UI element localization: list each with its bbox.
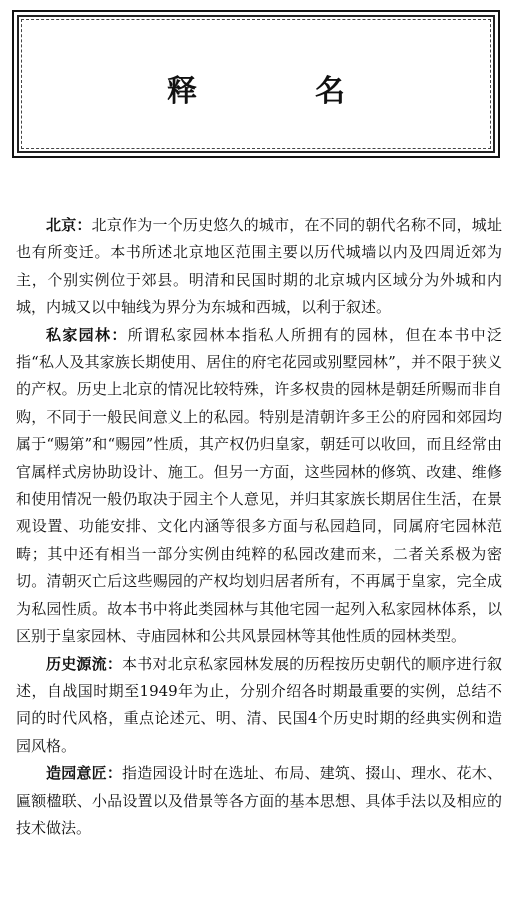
entry-term: 历史源流： [46, 654, 123, 673]
entry-text: 所谓私家园林本指私人所拥有的园林，但在本书中泛指“私人及其家族长期使用、居住的府宅花园或别墅园林”，并不限于狭义的产权。历史上北京的情况比较特殊，许多权贵的园林是朝廷所赐而非自购，不同于一般民间意义上的私园。特别是清朝许多王公的府园和郊园均属于“赐第”和“赐园”性质，其产权仍归皇家，朝廷可以收回，而且经常由官属样式房协助设计、施工。但另一方面，这些园林的修筑、改建、维修和使用情况一般仍取决于园主个人意见，并归其家族长期居住生活，在景观设置、功能安排、文化内涵等很多方面与私园趋同，同属府宅园林范畴；其中还有相当一部分实例由纯粹的私园改建而来，二者关系极为密切。清朝灭亡后这些赐园的产权均划归居者所有，不再属于皇家，完全成为私园性质。故本书中将此类园林与其他宅园一起列入私家园林体系，以区别于皇家园林、寺庙园林和公共风景园林等其他性质的园林类型。 [16, 325, 502, 646]
body-text [16, 212, 502, 842]
entry-paragraph [16, 322, 502, 651]
entry-text: 指造园设计时在选址、布局、建筑、掇山、理水、花木、匾额楹联、小品设置以及借景等各方面的基本思想、具体手法以及相应的技术做法。 [16, 764, 502, 837]
entry-text: 北京作为一个历史悠久的城市，在不同的朝代名称不同，城址也有所变迁。本书所述北京地区范围主要以历代城墙以内及四周近郊为主，个别实例位于郊县。明清和民国时期的北京城内区域分为外城和内城，内城又以中轴线为界分为东城和西城，以利于叙述。 [16, 216, 502, 317]
entry-term: 造园意匠： [46, 764, 123, 783]
page-title: 释 名 [167, 74, 389, 109]
entry-paragraph [16, 651, 502, 761]
entry-paragraph [16, 760, 502, 842]
entry-term: 北京： [46, 216, 92, 234]
title-frame [12, 10, 500, 158]
entry-term: 私家园林： [46, 325, 128, 344]
entry-paragraph [16, 212, 502, 322]
entry-text: 本书对北京私家园林发展的历程按历史朝代的顺序进行叙述，自战国时期至1949年为止，分别介绍各时期最重要的实例，总结不同的时代风格，重点论述元、明、清、民国4个历史时期的经典实例和造园风格。 [16, 654, 502, 755]
